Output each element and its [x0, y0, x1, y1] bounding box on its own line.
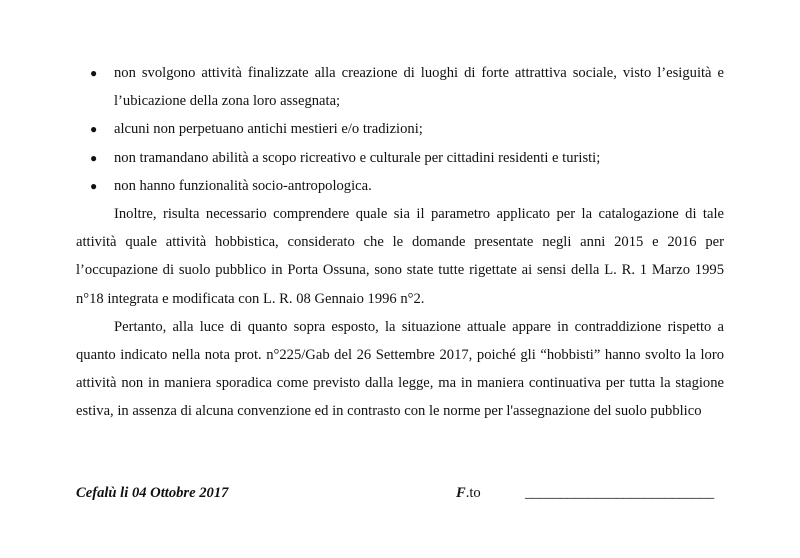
- bullet-icon: ●: [90, 178, 98, 193]
- paragraph-inoltre: Inoltre, risulta necessario comprendere quale sia il parametro applicato per la catalogazione di tale attività quale attività hobbistica, considerato che le domande presentate negli anni 2015 e 2016 per l’occupazione di suolo pubblico in Porta Ossuna, sono state tutte rigettate ai sensi della L. R. 1 Marzo 1995 n°18 integrata e modificata con L. R. 08 Gennaio 1996 n°2.: [76, 206, 724, 307]
- bullet-item: [76, 59, 724, 115]
- bullet-icon: ●: [90, 150, 98, 165]
- document-footer: [76, 482, 724, 504]
- bullet-text: non svolgono attività finalizzate alla creazione di luoghi di forte attrattiva sociale, visto l’esiguità e l’ubicazione della zona loro assegnata;: [114, 65, 724, 110]
- bullet-icon: ●: [90, 66, 98, 80]
- signature-to: .to: [465, 485, 481, 501]
- bullet-text: alcuni non perpetuano antichi mestieri e/o tradizioni;: [114, 121, 423, 138]
- bullet-text: non hanno funzionalità socio-antropologica.: [114, 177, 372, 194]
- signature-label: [456, 482, 481, 504]
- bullet-item: [76, 144, 724, 172]
- bullet-item: [76, 115, 724, 143]
- signature-line: ___________________________: [525, 485, 714, 501]
- document-body: [76, 59, 724, 426]
- bullet-item: [76, 172, 724, 200]
- paragraph-pertanto: Pertanto, alla luce di quanto sopra esposto, la situazione attuale appare in contraddizione rispetto a quanto indicato nella nota prot. n°225/Gab del 26 Settembre 2017, poiché gli “hobbisti” hanno svolto la loro attività non in maniera sporadica come previsto dalla legge, ma in maniera continuativa per tutta la stagione estiva, in assenza di alcuna convenzione ed in contrasto con le norme per l'assegnazione del suolo pubblico: [76, 318, 724, 420]
- bullet-text: non tramandano abilità a scopo ricreativo e culturale per cittadini residenti e turisti;: [114, 149, 601, 166]
- signature-f: F: [456, 485, 466, 501]
- place-date: Cefalù li 04 Ottobre 2017: [76, 485, 229, 501]
- bullet-icon: ●: [90, 122, 98, 137]
- bullet-list: [76, 59, 724, 200]
